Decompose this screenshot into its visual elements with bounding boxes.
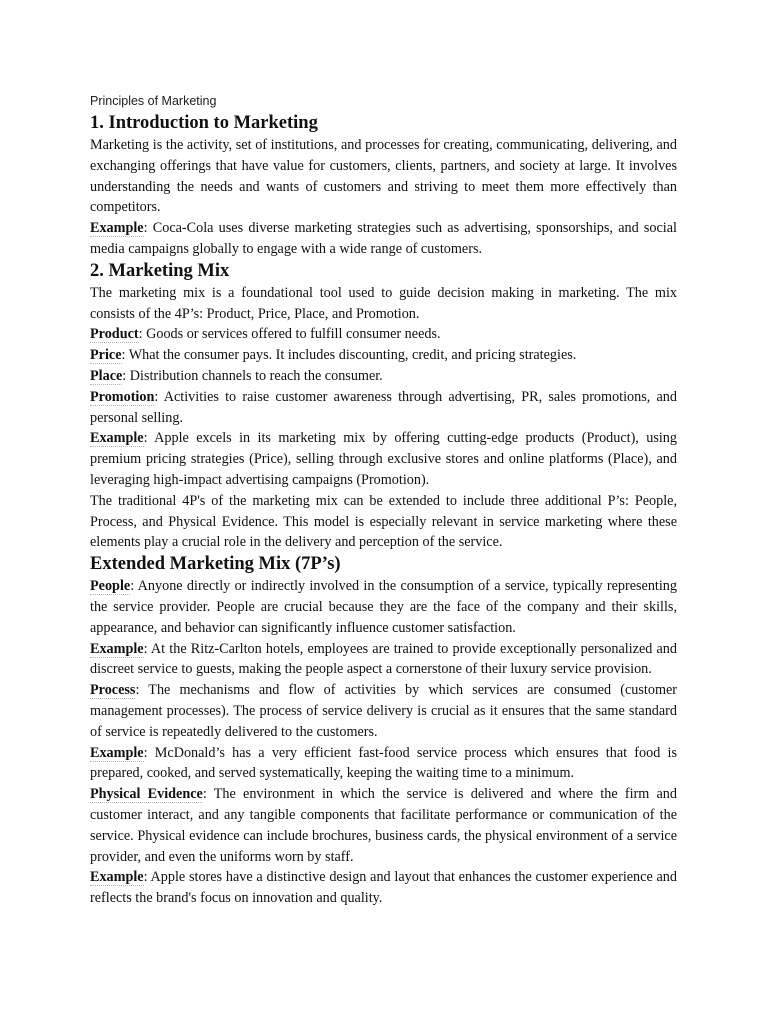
paragraph-text: : Goods or services offered to fulfill consumer needs. (138, 326, 441, 343)
definition-paragraph (90, 387, 677, 429)
paragraph-text: : Apple excels in its marketing mix by offering cutting-edge products (Product), using premium pricing strategies (Price), selling through exclusive stores and online platforms (Place), and leveraging high-impact advertising campaigns (Promotion). (90, 430, 677, 488)
paragraph (90, 491, 677, 553)
term-label: Physical Evidence (90, 786, 203, 803)
example-paragraph (90, 428, 677, 490)
term-label: Promotion (90, 388, 155, 405)
paragraph (90, 283, 677, 325)
document-page (90, 92, 677, 909)
document-header: Principles of Marketing (90, 94, 217, 108)
paragraph-text: : The environment in which the service is delivered and where the firm and customer interact, and any tangible components that facilitate performance or communication of the service. Physical evidence can include brochures, business cards, the physical environment of a service provider, and even the uniforms worn by staff. (90, 786, 677, 865)
definition-paragraph (90, 324, 677, 345)
term-label: Example (90, 869, 144, 886)
paragraph-text: : Distribution channels to reach the consumer. (122, 367, 383, 384)
example-paragraph (90, 639, 677, 681)
term-label: Example (90, 220, 144, 237)
term-label: Product (90, 326, 139, 343)
paragraph-text: Marketing is the activity, set of institutions, and processes for creating, communicating, delivering, and exchanging offerings that have value for customers, clients, partners, and society at large. It involves understanding the needs and wants of customers and striving to meet them more effectively than competitors. (90, 137, 677, 216)
section-introduction (90, 112, 677, 260)
paragraph-text: : Apple stores have a distinctive design and layout that enhances the customer experience and reflects the brand's focus on innovation and quality. (90, 869, 677, 907)
term-label: Example (90, 744, 144, 761)
section-extended-marketing-mix (90, 553, 677, 909)
paragraph-text: : Activities to raise customer awareness through advertising, PR, sales promotions, and personal selling. (90, 388, 677, 426)
section-heading: 2. Marketing Mix (90, 260, 230, 281)
paragraph-text: The marketing mix is a foundational tool used to guide decision making in marketing. The mix consists of the 4P’s: Product, Price, Place, and Promotion. (90, 284, 677, 322)
term-label: Process (90, 682, 136, 699)
paragraph-text: : McDonald’s has a very efficient fast-food service process which ensures that food is prepared, cooked, and served systematically, keeping the waiting time to a minimum. (90, 744, 677, 782)
term-label: Example (90, 430, 144, 447)
paragraph (90, 135, 677, 218)
term-label: Place (90, 367, 123, 384)
paragraph-text: : Coca-Cola uses diverse marketing strategies such as advertising, sponsorships, and social media campaigns globally to engage with a wide range of customers. (90, 220, 677, 257)
definition-paragraph (90, 345, 677, 366)
paragraph-text: : Anyone directly or indirectly involved in the consumption of a service, typically representing the service provider. People are crucial because they are the face of the company and their skills, appearance, and behavior can significantly influence customer satisfaction. (90, 578, 677, 636)
paragraph-text: : At the Ritz-Carlton hotels, employees are trained to provide exceptionally personalized and discreet service to guests, making the people aspect a cornerstone of their luxury service provision. (90, 640, 677, 678)
definition-paragraph (90, 784, 677, 867)
section-heading: Extended Marketing Mix (7P’s) (90, 554, 341, 575)
definition-paragraph (90, 366, 677, 387)
definition-paragraph (90, 680, 677, 742)
example-paragraph (90, 743, 677, 785)
definition-paragraph (90, 576, 677, 638)
section-marketing-mix (90, 260, 677, 553)
section-heading: 1. Introduction to Marketing (90, 113, 318, 133)
paragraph-text: : The mechanisms and flow of activities by which services are consumed (customer management processes). The process of service delivery is crucial as it ensures that the same standard of service is repeatedly delivered to the customers. (90, 682, 677, 740)
paragraph-text: : What the consumer pays. It includes discounting, credit, and pricing strategies. (121, 347, 577, 364)
example-paragraph (90, 218, 677, 260)
example-paragraph (90, 867, 677, 909)
term-label: People (90, 578, 131, 595)
term-label: Example (90, 640, 144, 657)
paragraph-text: The traditional 4P's of the marketing mix can be extended to include three additional P’s: People, Process, and Physical Evidence. This model is especially relevant in service marketing where these elements play a crucial role in the delivery and perception of the service. (90, 492, 677, 551)
term-label: Price (90, 347, 122, 364)
